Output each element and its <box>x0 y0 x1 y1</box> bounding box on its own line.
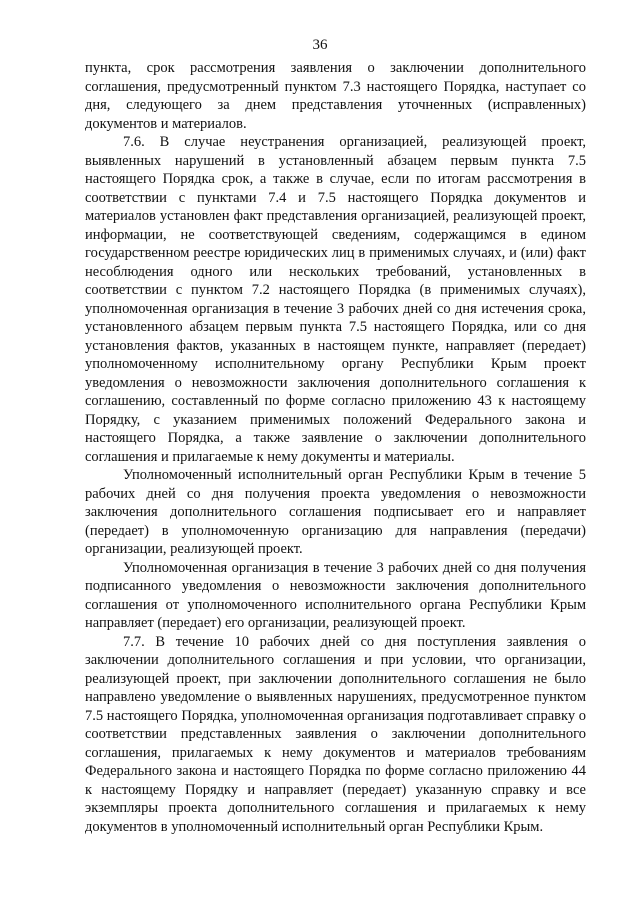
document-body <box>85 59 586 836</box>
paragraph-authorized-organization-forwarding: Уполномоченная организация в течение 3 рабочих дней со дня получения подписанного уведомления о невозможности заключения дополнительного соглашения от уполномоченного исполнительного органа Республики Крым направляет (передает) его организации, реализующей проект. <box>85 559 586 631</box>
paragraph-7-7: 7.7. В течение 10 рабочих дней со дня поступления заявления о заключении дополнительного соглашения и при условии, что организации, реализующей проект, при заключении дополнительного соглашения не было направлено уведомление о выявленных нарушениях, предусмотренное пунктом 7.5 настоящего Порядка, уполномоченная организация подготавливает справку о соответствии представленных заявления о заключении дополнительного соглашения, прилагаемых к нему документов и материалов требованиям Федерального закона и настоящего Порядка по форме согласно приложению 44 к настоящему Порядку и направляет (передает) указанную справку и все экземпляры проекта дополнительного соглашения и прилагаемых к нему документов в уполномоченный исполнительный орган Республики Крым. <box>85 633 586 835</box>
paragraph-7-6: 7.6. В случае неустранения организацией, реализующей проект, выявленных нарушений в установленный абзацем первым пункта 7.5 настоящего Порядка срок, а также в случае, если по итогам рассмотрения в соответствии с пунктами 7.4 и 7.5 настоящего Порядка документов и материалов установлен факт представления организацией, реализующей проект, информации, не соответствующей сведениям, содержащимся в едином государственном реестре юридических лиц в применимых случаях, и (или) факт несоблюдения одного или нескольких требований, установленных в соответствии с пунктом 7.2 настоящего Порядка (в применимых случаях), уполномоченная организация в течение 3 рабочих дней со дня истечения срока, установленного абзацем первым пункта 7.5 настоящего Порядка, или со дня установления фактов, указанных в настоящем пункте, направляет (передает) уполномоченному исполнительному органу Республики Крым проект уведомления о невозможности заключения дополнительного соглашения к соглашению, составленный по форме согласно приложению 43 к настоящему Порядку, с указанием применимых положений Федерального закона и настоящего Порядка, а также заявление о заключении дополнительного соглашения и прилагаемые к нему документы и материалы. <box>85 134 586 465</box>
paragraph-executive-body-signing: Уполномоченный исполнительный орган Республики Крым в течение 5 рабочих дней со дня получения проекта уведомления о невозможности заключения дополнительного соглашения подписывает его и направляет (передает) в уполномоченную организацию для направления (передачи) организации, реализующей проект. <box>85 467 586 557</box>
paragraph-continuation: пункта, срок рассмотрения заявления о заключении дополнительного соглашения, предусмотренный пунктом 7.3 настоящего Порядка, наступает со дня, следующего за днем представления уточненных (исправленных) документов и материалов. <box>85 60 586 132</box>
page-number: 36 <box>312 37 328 53</box>
